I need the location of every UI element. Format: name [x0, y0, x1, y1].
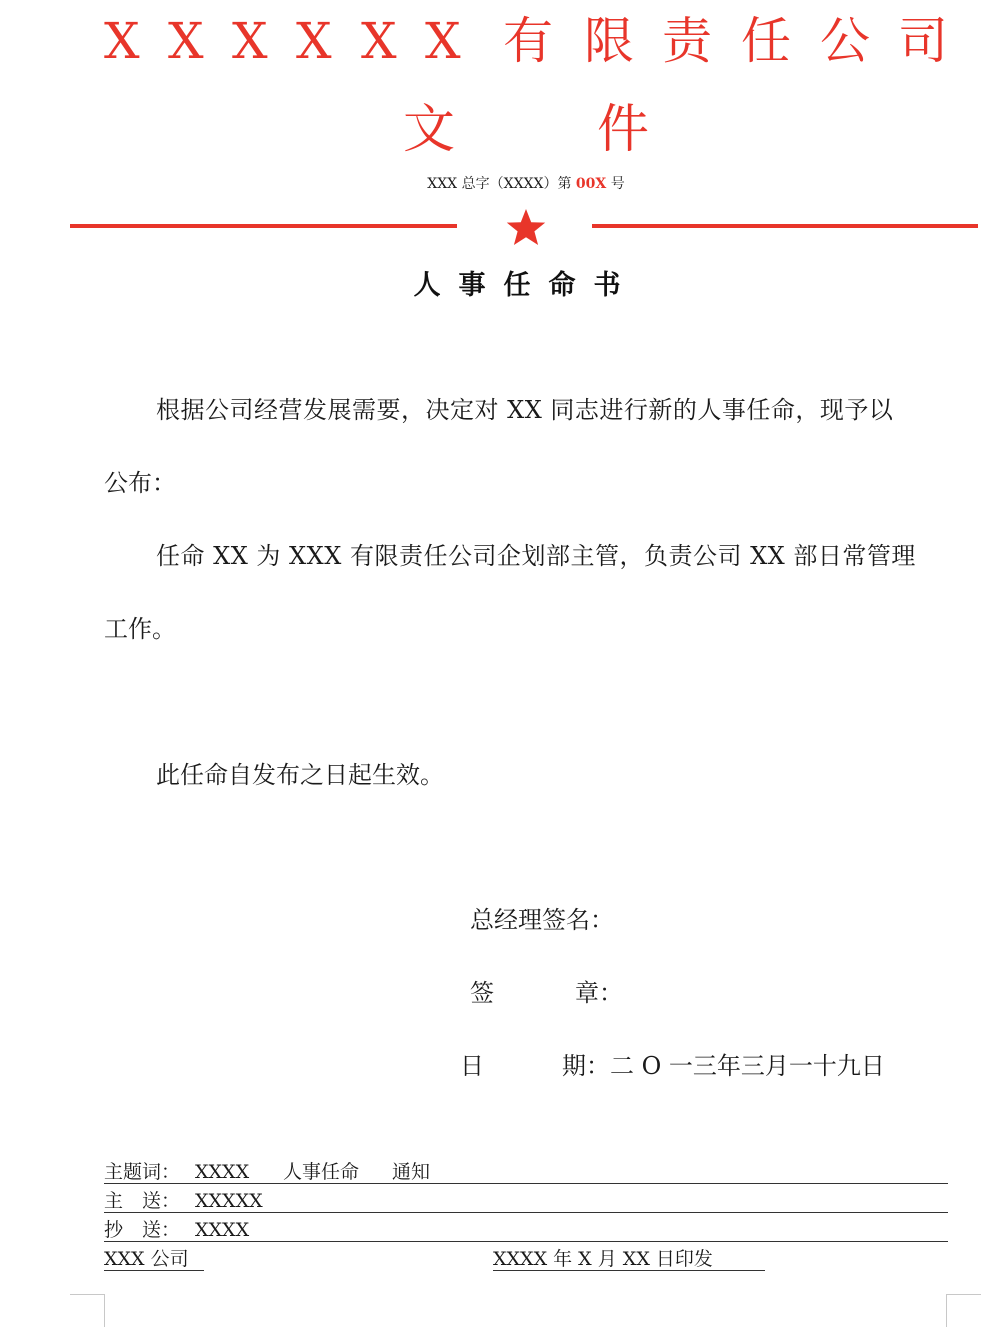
company-char: X	[361, 12, 397, 70]
date-value: 二 O 一三年三月一十九日	[610, 1052, 885, 1080]
company-char: 任	[741, 12, 791, 70]
date-label-part-2: 期：	[562, 1052, 610, 1080]
body-paragraph-3: 此任命自发布之日起生效。	[156, 761, 444, 789]
seal-label-part-1: 签	[470, 979, 494, 1007]
issue-date-underline	[493, 1270, 765, 1271]
body-paragraph-1-line-1: 根据公司经营发展需要，决定对 XX 同志进行新的人事任命，现予以	[156, 396, 894, 424]
copy-send-label: 抄 送：	[104, 1219, 181, 1241]
keyword: XXXX	[195, 1161, 250, 1183]
document-title: 人事任命书	[413, 270, 639, 301]
page-corner-mark-left	[70, 1294, 105, 1327]
issuer-name: XXX 公司	[104, 1248, 189, 1270]
body-paragraph-2-line-2: 工作。	[104, 615, 176, 643]
company-char: X	[296, 12, 332, 70]
issue-date: XXXX 年 X 月 XX 日印发	[493, 1248, 713, 1270]
document-number	[0, 174, 1000, 194]
company-char: X	[168, 12, 204, 70]
company-char: 司	[898, 12, 948, 70]
company-char: X	[104, 12, 140, 70]
body-paragraph-1-line-2: 公布：	[104, 469, 176, 497]
red-rule-left	[70, 224, 457, 228]
date-label-part-1: 日	[460, 1052, 484, 1080]
copy-send-value: XXXX	[195, 1219, 250, 1241]
document-number-prefix: XXX 总字（XXXX）第	[427, 176, 572, 192]
keyword: 通知	[392, 1161, 431, 1183]
main-send-label: 主 送：	[104, 1190, 181, 1212]
red-rule-right	[592, 224, 978, 228]
body-paragraph-2-line-1: 任命 XX 为 XXX 有限责任公司企划部主管，负责公司 XX 部日常管理	[156, 542, 916, 570]
main-send-value: XXXXX	[195, 1190, 263, 1212]
document-word-jian: 件	[597, 100, 650, 160]
company-char: X	[232, 12, 268, 70]
red-star-icon	[504, 206, 548, 250]
page-corner-mark-right	[946, 1294, 981, 1327]
company-char: X	[425, 12, 461, 70]
footer-divider	[104, 1183, 948, 1184]
company-char: 有	[503, 12, 553, 70]
keyword: 人事任命	[283, 1161, 360, 1183]
company-name-header	[0, 8, 1000, 78]
company-char: 公	[820, 12, 870, 70]
company-char: 责	[662, 12, 712, 70]
manager-signature-label: 总经理签名：	[470, 906, 614, 934]
keywords-label: 主题词：	[104, 1161, 181, 1183]
footer-divider	[104, 1241, 948, 1242]
company-char: 限	[584, 12, 634, 70]
seal-label-part-2: 章：	[575, 979, 623, 1007]
document-number-suffix: 号	[610, 176, 625, 192]
issuer-underline	[104, 1270, 204, 1271]
document-number-value: 00X	[575, 176, 607, 192]
date-row	[562, 1049, 885, 1083]
footer-divider	[104, 1212, 948, 1213]
document-word-wen: 文	[403, 100, 456, 160]
